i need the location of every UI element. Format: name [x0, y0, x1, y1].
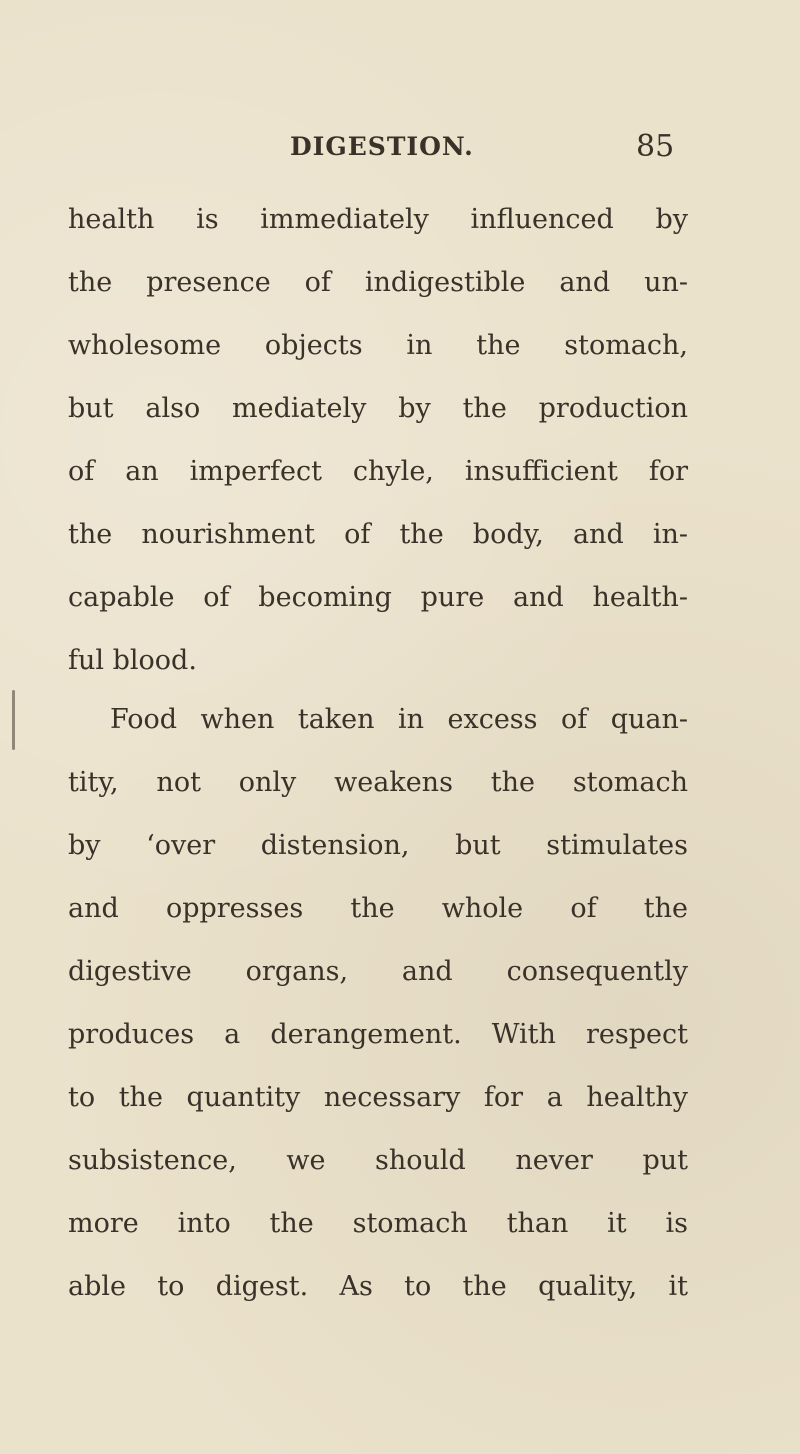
text-line: by ‘over distension, but stimulates [68, 830, 688, 861]
text-line: tity, not only weakens the stomach [68, 767, 688, 798]
text-line: the nourishment of the body, and in- [68, 519, 688, 550]
text-line: the presence of indigestible and un- [68, 267, 688, 298]
paragraph-1 [68, 188, 688, 692]
text-line: produces a derangement. With respect [68, 1019, 688, 1050]
running-title: DIGESTION. [290, 132, 474, 161]
text-line: capable of becoming pure and health- [68, 582, 688, 613]
text-line: but also mediately by the production [68, 393, 688, 424]
running-header [0, 129, 800, 172]
text-line: more into the stomach than it is [68, 1208, 688, 1239]
text-line: digestive organs, and consequently [68, 956, 688, 987]
paragraph-2 [68, 688, 688, 1318]
text-line: Food when taken in excess of quan- [110, 704, 688, 735]
text-line: wholesome objects in the stomach, [68, 330, 688, 361]
text-line: subsistence, we should never put [68, 1145, 688, 1176]
text-line: able to digest. As to the quality, it [68, 1271, 688, 1302]
text-line: ful blood. [68, 645, 197, 676]
margin-mark [12, 690, 15, 750]
text-line: of an imperfect chyle, insufficient for [68, 456, 688, 487]
page-number: 85 [636, 129, 675, 164]
text-line: to the quantity necessary for a healthy [68, 1082, 688, 1113]
text-line: and oppresses the whole of the [68, 893, 688, 924]
text-line: health is immediately influenced by [68, 204, 688, 235]
